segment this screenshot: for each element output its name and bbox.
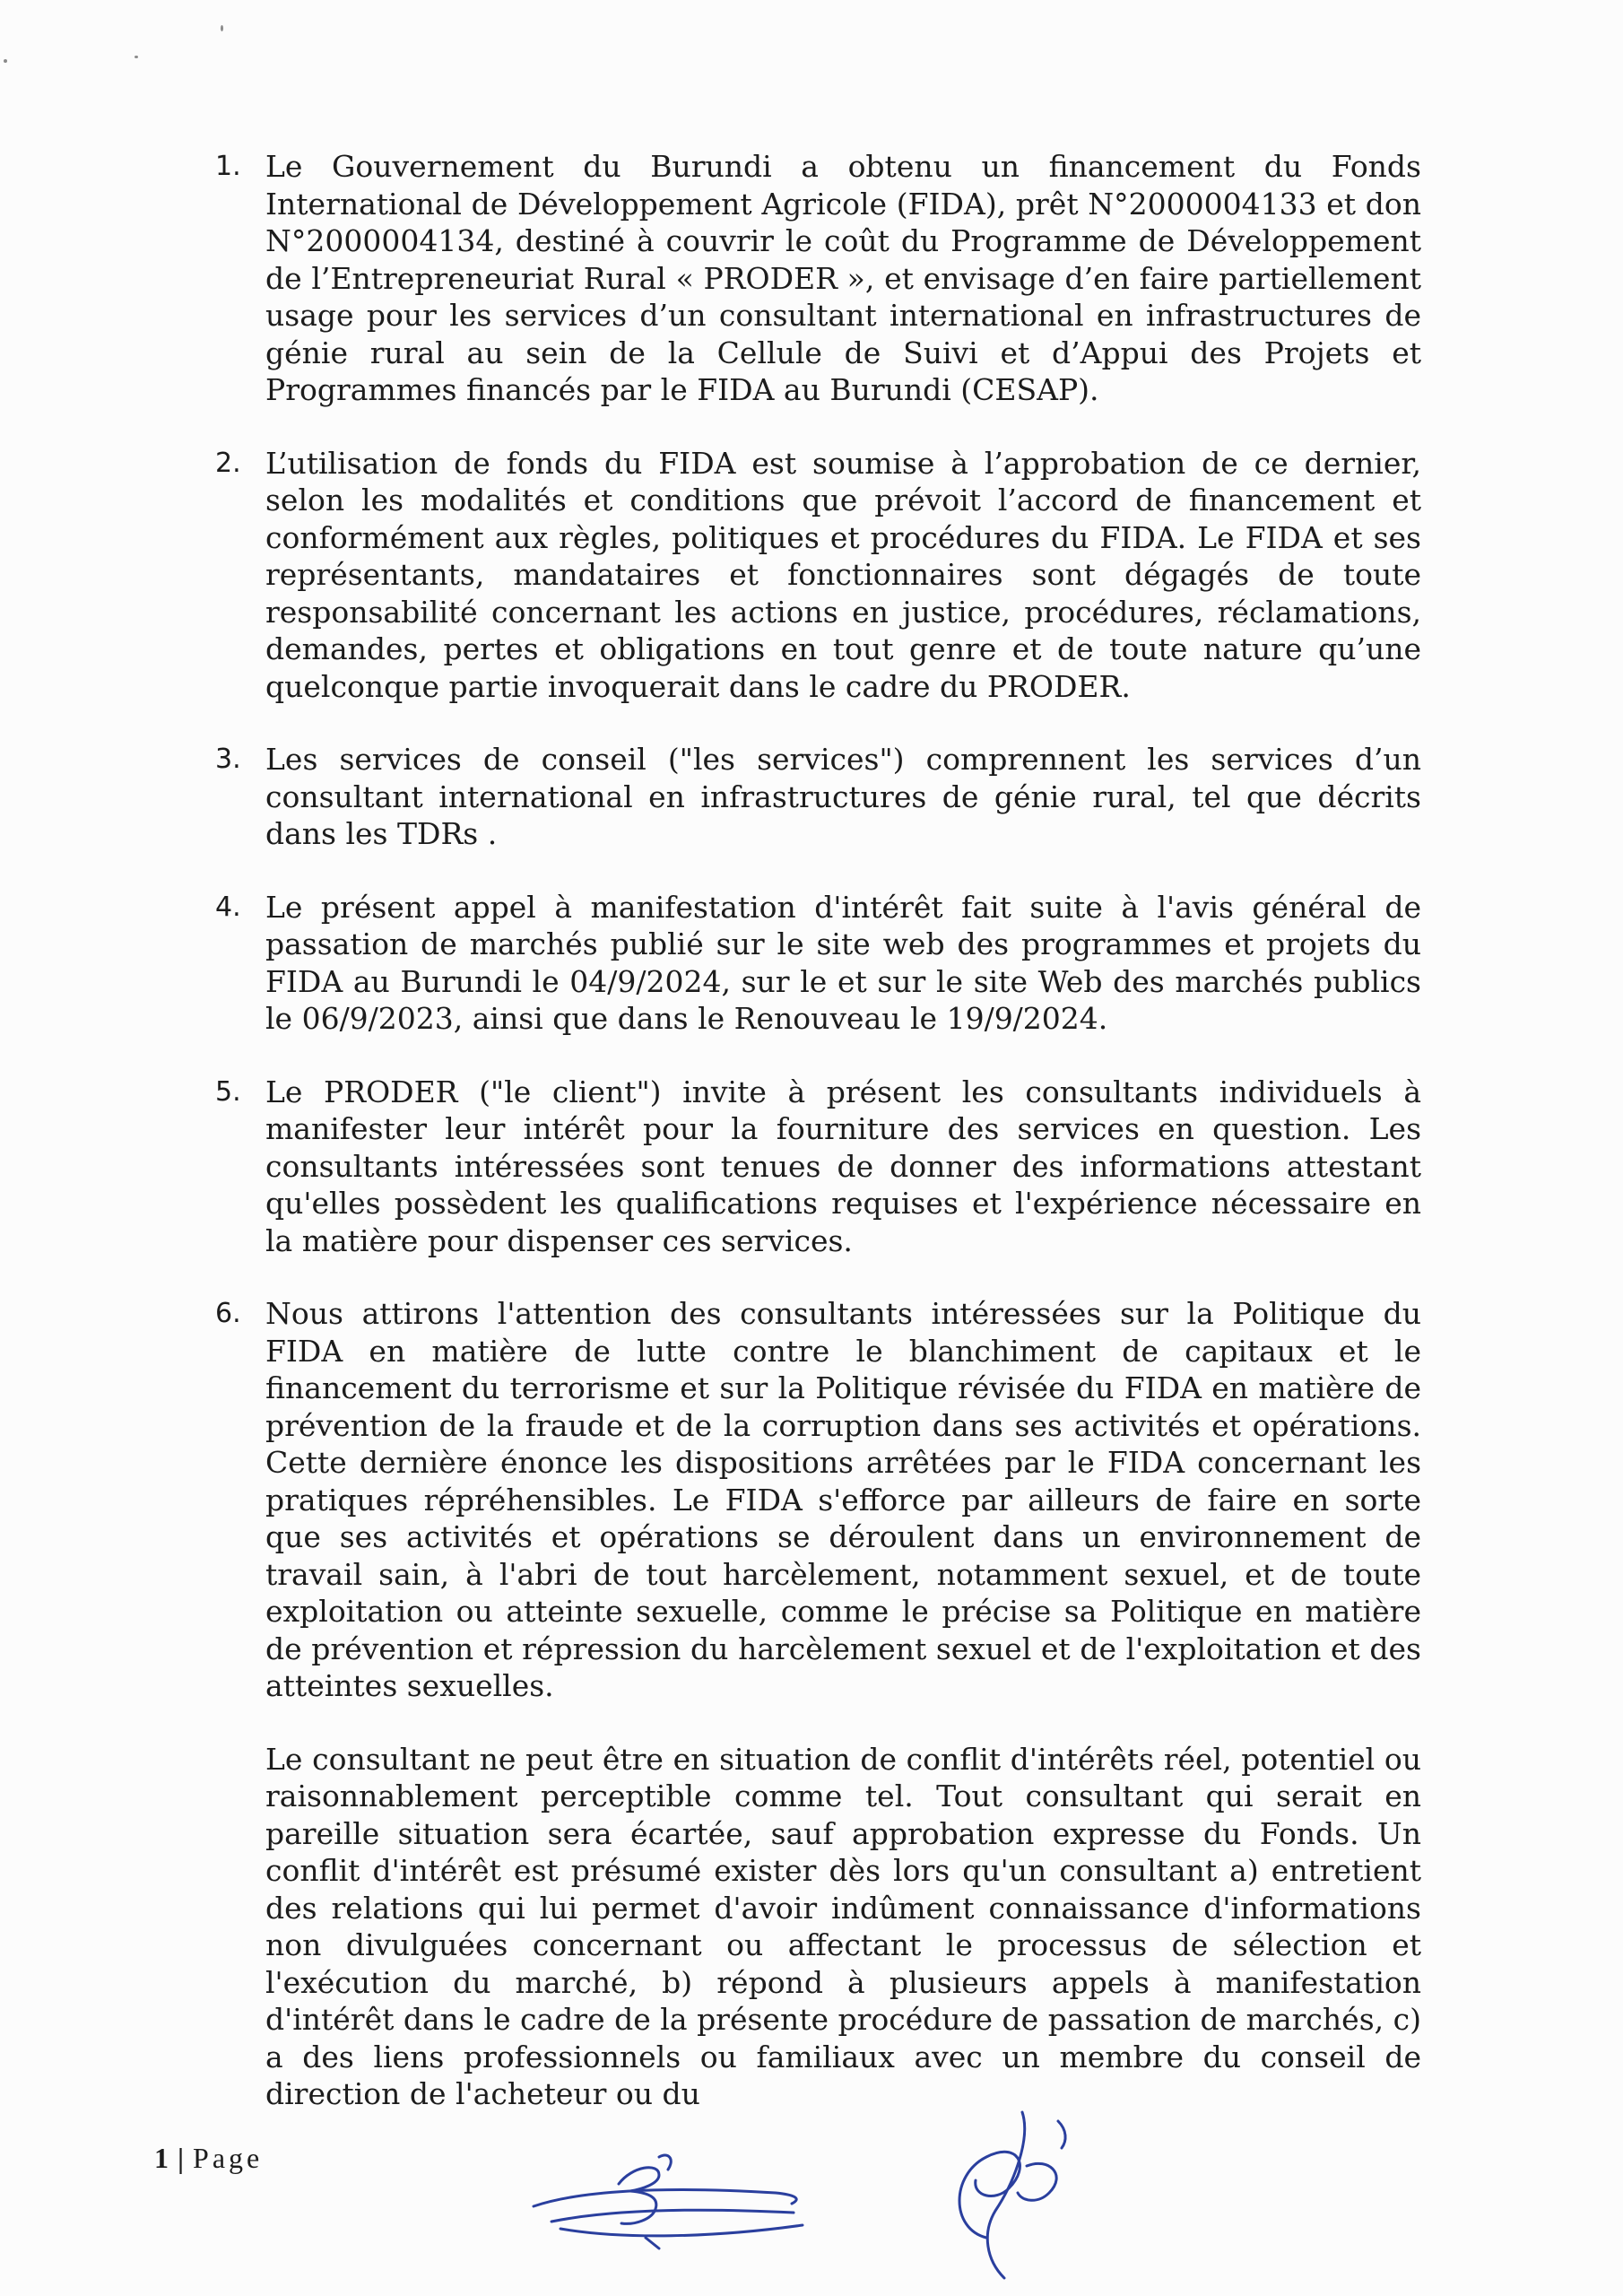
page-number: 1 bbox=[154, 2142, 172, 2174]
paragraph-number: 3. bbox=[215, 744, 241, 775]
numbered-paragraph bbox=[215, 148, 1421, 409]
continuation-paragraph: Le consultant ne peut être en situation de conflit d'intérêts réel, potentiel ou raisonnablement perceptible comme tel. Tout consultant qui serait en pareille situation sera écartée, sauf approbation expresse du Fonds. Un conflit d'intérêt est présumé exister dès lors qu'un consultant a) entretient des relations qui lui permet d'avoir indûment connaissance d'informations non divulguées concernant ou affectant le processus de sélection et l'exécution du marché, b) répond à plusieurs appels à manifestation d'intérêt dans le cadre de la présente procédure de passation de marchés, c) a des liens professionnels ou familiaux avec un membre du conseil de direction de l'acheteur ou du bbox=[265, 1741, 1421, 2111]
numbered-paragraph bbox=[215, 1295, 1421, 1705]
paragraph-number: 4. bbox=[215, 891, 241, 923]
numbered-paragraph bbox=[215, 445, 1421, 706]
scan-speck bbox=[135, 56, 138, 58]
scan-speck bbox=[4, 59, 7, 63]
footer-separator: | bbox=[178, 2142, 188, 2174]
paragraph-text: Le Gouvernement du Burundi a obtenu un financement du Fonds International de Développement Agricole (FIDA), prêt N°2000004133 et don N°2000004134, destiné à couvrir le coût du Programme de Développement de l’Entrepreneuriat Rural « PRODER », et envisage d’en faire partiellement usage pour les services d’un consultant international en infrastructures de génie rural au sein de la Cellule de Suivi et d’Appui des Projets et Programmes financés par le FIDA au Burundi (CESAP). bbox=[265, 149, 1421, 407]
numbered-paragraph bbox=[215, 741, 1421, 853]
scan-speck bbox=[221, 25, 223, 31]
signature-right bbox=[933, 2103, 1103, 2283]
paragraph-text: Le présent appel à manifestation d'intérêt fait suite à l'avis général de passation de marchés publié sur le site web des programmes et projets du FIDA au Burundi le 04/9/2024, sur le et sur le site Web des marchés publics le 06/9/2023, ainsi que dans le Renouveau le 19/9/2024. bbox=[265, 889, 1421, 1036]
paragraph-text: L’utilisation de fonds du FIDA est soumise à l’approbation de ce dernier, selon les modalités et conditions que prévoit l’accord de financement et conformément aux règles, politiques et procédures du FIDA. Le FIDA et ses représentants, mandataires et fonctionnaires sont dégagés de toute responsabilité concernant les actions en justice, procédures, réclamations, demandes, pertes et obligations en tout genre et de toute nature qu’une quelconque partie invoquerait dans le cadre du PRODER. bbox=[265, 445, 1421, 704]
numbered-paragraph bbox=[215, 889, 1421, 1038]
page-label: Page bbox=[193, 2142, 264, 2174]
paragraph-number: 5. bbox=[215, 1075, 241, 1108]
numbered-paragraph bbox=[215, 1074, 1421, 1260]
document-body bbox=[215, 148, 1421, 2113]
paragraph-text: Les services de conseil ("les services") comprennent les services d’un consultant international en infrastructures de génie rural, tel que décrits dans les TDRs . bbox=[265, 742, 1421, 851]
signature-initials-left bbox=[525, 2139, 820, 2256]
page-footer bbox=[154, 2142, 263, 2175]
paragraph-number: 6. bbox=[215, 1298, 241, 1329]
paragraph-number: 1. bbox=[215, 151, 241, 182]
paragraph-text: Nous attirons l'attention des consultants intéressées sur la Politique du FIDA en matière de lutte contre le blanchiment de capitaux et le financement du terrorisme et sur la Politique révisée du FIDA en matière de prévention de la fraude et de la corruption dans ses activités et opérations. Cette dernière énonce les dispositions arrêtées par le FIDA concernant les pratiques répréhensibles. Le FIDA s'efforce par ailleurs de faire en sorte que ses activités et opérations se déroulent dans un environnement de travail sain, à l'abri de tout harcèlement, notamment sexuel, et de toute exploitation ou atteinte sexuelle, comme le précise sa Politique en matière de prévention et répression du harcèlement sexuel et de l'exploitation et des atteintes sexuelles. bbox=[265, 1296, 1421, 1703]
paragraph-text: Le PRODER ("le client") invite à présent les consultants individuels à manifester leur intérêt pour la fourniture des services en question. Les consultants intéressées sont tenues de donner des informations attestant qu'elles possèdent les qualifications requises et l'expérience nécessaire en la matière pour dispenser ces services. bbox=[265, 1074, 1421, 1258]
paragraph-number: 2. bbox=[215, 447, 241, 479]
